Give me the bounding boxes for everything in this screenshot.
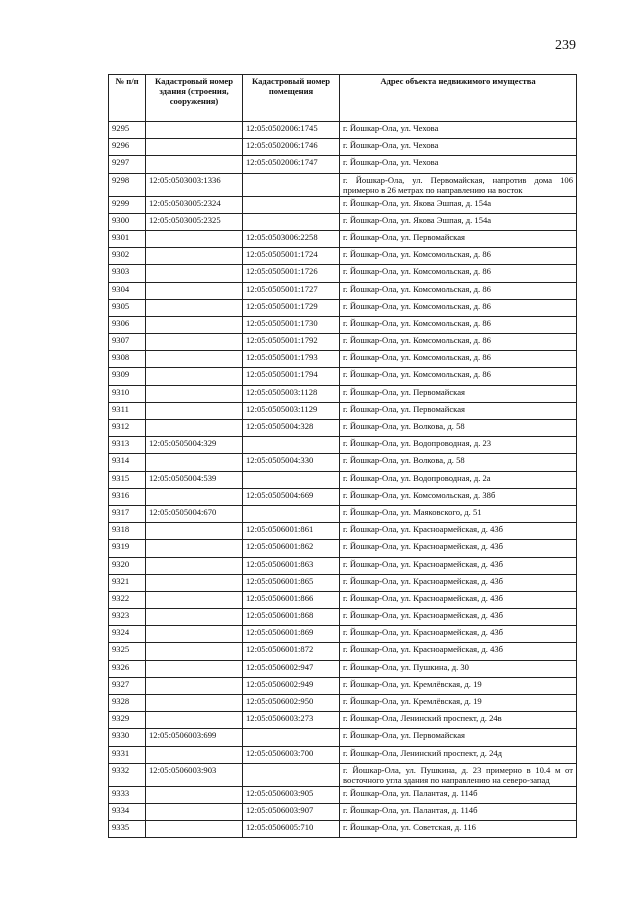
premises-cadastral-number: 12:05:0506002:949 (243, 677, 340, 694)
row-number: 9326 (109, 660, 146, 677)
row-number: 9316 (109, 488, 146, 505)
table-row (109, 139, 577, 156)
row-number: 9300 (109, 213, 146, 230)
premises-cadastral-number (243, 173, 340, 196)
table-row (109, 454, 577, 471)
premises-cadastral-number: 12:05:0503006:2258 (243, 230, 340, 247)
premises-cadastral-number: 12:05:0506003:273 (243, 712, 340, 729)
row-number: 9333 (109, 786, 146, 803)
building-cadastral-number (146, 139, 243, 156)
row-number: 9318 (109, 523, 146, 540)
building-cadastral-number (146, 265, 243, 282)
table-row (109, 746, 577, 763)
premises-cadastral-number: 12:05:0506001:863 (243, 557, 340, 574)
building-cadastral-number: 12:05:0503003:1336 (146, 173, 243, 196)
row-number: 9324 (109, 626, 146, 643)
address: г. Йошкар-Ола, ул. Комсомольская, д. 86 (340, 299, 577, 316)
table-row (109, 173, 577, 196)
premises-cadastral-number: 12:05:0506003:907 (243, 803, 340, 820)
row-number: 9323 (109, 609, 146, 626)
building-cadastral-number (146, 368, 243, 385)
premises-cadastral-number (243, 763, 340, 786)
table-row (109, 402, 577, 419)
address: г. Йошкар-Ола, ул. Красноармейская, д. 43б (340, 557, 577, 574)
table-row (109, 574, 577, 591)
address: г. Йошкар-Ола, Ленинский проспект, д. 24в (340, 712, 577, 729)
address: г. Йошкар-Ола, ул. Палантая, д. 114б (340, 786, 577, 803)
building-cadastral-number (146, 334, 243, 351)
row-number: 9315 (109, 471, 146, 488)
table-row (109, 591, 577, 608)
premises-cadastral-number: 12:05:0506002:947 (243, 660, 340, 677)
building-cadastral-number: 12:05:0505004:329 (146, 437, 243, 454)
row-number: 9307 (109, 334, 146, 351)
premises-cadastral-number (243, 213, 340, 230)
row-number: 9296 (109, 139, 146, 156)
address: г. Йошкар-Ола, ул. Советская, д. 116 (340, 821, 577, 838)
premises-cadastral-number: 12:05:0505004:669 (243, 488, 340, 505)
row-number: 9308 (109, 351, 146, 368)
table-row (109, 677, 577, 694)
header-premises-cadastral: Кадастровый номер помещения (243, 75, 340, 122)
address: г. Йошкар-Ола, ул. Волкова, д. 58 (340, 420, 577, 437)
row-number: 9297 (109, 156, 146, 173)
row-number: 9319 (109, 540, 146, 557)
table-row (109, 523, 577, 540)
address: г. Йошкар-Ола, ул. Водопроводная, д. 2а (340, 471, 577, 488)
row-number: 9298 (109, 173, 146, 196)
table-row (109, 643, 577, 660)
premises-cadastral-number: 12:05:0505001:1724 (243, 248, 340, 265)
premises-cadastral-number: 12:05:0505004:328 (243, 420, 340, 437)
building-cadastral-number (146, 540, 243, 557)
premises-cadastral-number: 12:05:0505001:1794 (243, 368, 340, 385)
premises-cadastral-number: 12:05:0505001:1792 (243, 334, 340, 351)
table-row (109, 660, 577, 677)
building-cadastral-number (146, 122, 243, 139)
building-cadastral-number (146, 351, 243, 368)
address: г. Йошкар-Ола, ул. Маяковского, д. 51 (340, 505, 577, 522)
table-row (109, 351, 577, 368)
address: г. Йошкар-Ола, ул. Красноармейская, д. 43б (340, 523, 577, 540)
row-number: 9321 (109, 574, 146, 591)
address: г. Йошкар-Ола, Ленинский проспект, д. 24д (340, 746, 577, 763)
building-cadastral-number (146, 316, 243, 333)
row-number: 9325 (109, 643, 146, 660)
page-number: 239 (555, 38, 576, 53)
building-cadastral-number: 12:05:0503005:2325 (146, 213, 243, 230)
row-number: 9320 (109, 557, 146, 574)
table-row (109, 712, 577, 729)
address: г. Йошкар-Ола, ул. Комсомольская, д. 86 (340, 248, 577, 265)
table-row (109, 334, 577, 351)
address: г. Йошкар-Ола, ул. Красноармейская, д. 43б (340, 540, 577, 557)
building-cadastral-number: 12:05:0505004:670 (146, 505, 243, 522)
building-cadastral-number (146, 454, 243, 471)
building-cadastral-number (146, 420, 243, 437)
building-cadastral-number (146, 574, 243, 591)
address: г. Йошкар-Ола, ул. Чехова (340, 122, 577, 139)
table-row (109, 265, 577, 282)
address: г. Йошкар-Ола, ул. Чехова (340, 139, 577, 156)
building-cadastral-number (146, 626, 243, 643)
address: г. Йошкар-Ола, ул. Комсомольская, д. 86 (340, 368, 577, 385)
building-cadastral-number (146, 523, 243, 540)
table-row (109, 786, 577, 803)
row-number: 9322 (109, 591, 146, 608)
row-number: 9334 (109, 803, 146, 820)
address: г. Йошкар-Ола, ул. Красноармейская, д. 43б (340, 591, 577, 608)
row-number: 9299 (109, 196, 146, 213)
table-row (109, 385, 577, 402)
building-cadastral-number (146, 803, 243, 820)
row-number: 9302 (109, 248, 146, 265)
table-row (109, 821, 577, 838)
table-row (109, 316, 577, 333)
building-cadastral-number (146, 230, 243, 247)
premises-cadastral-number: 12:05:0505004:330 (243, 454, 340, 471)
row-number: 9311 (109, 402, 146, 419)
address: г. Йошкар-Ола, ул. Комсомольская, д. 86 (340, 351, 577, 368)
address: г. Йошкар-Ола, ул. Комсомольская, д. 86 (340, 282, 577, 299)
address: г. Йошкар-Ола, ул. Пушкина, д. 23 примерно в 10.4 м от восточного угла здания по направлению на северо-запад (340, 763, 577, 786)
building-cadastral-number (146, 402, 243, 419)
row-number: 9328 (109, 695, 146, 712)
row-number: 9327 (109, 677, 146, 694)
premises-cadastral-number (243, 471, 340, 488)
premises-cadastral-number: 12:05:0502006:1745 (243, 122, 340, 139)
table-row (109, 505, 577, 522)
table-row (109, 420, 577, 437)
row-number: 9335 (109, 821, 146, 838)
row-number: 9306 (109, 316, 146, 333)
building-cadastral-number (146, 660, 243, 677)
table-row (109, 122, 577, 139)
building-cadastral-number (146, 299, 243, 316)
building-cadastral-number (146, 591, 243, 608)
row-number: 9301 (109, 230, 146, 247)
premises-cadastral-number: 12:05:0506002:950 (243, 695, 340, 712)
table-row (109, 368, 577, 385)
premises-cadastral-number: 12:05:0505001:1727 (243, 282, 340, 299)
premises-cadastral-number: 12:05:0506001:865 (243, 574, 340, 591)
row-number: 9309 (109, 368, 146, 385)
building-cadastral-number (146, 385, 243, 402)
row-number: 9295 (109, 122, 146, 139)
building-cadastral-number (146, 156, 243, 173)
premises-cadastral-number: 12:05:0506001:869 (243, 626, 340, 643)
premises-cadastral-number: 12:05:0506001:862 (243, 540, 340, 557)
row-number: 9313 (109, 437, 146, 454)
table-row (109, 609, 577, 626)
premises-cadastral-number (243, 437, 340, 454)
row-number: 9314 (109, 454, 146, 471)
table-row (109, 471, 577, 488)
table-row (109, 213, 577, 230)
header-address: Адрес объекта недвижимого имущества (340, 75, 577, 122)
building-cadastral-number (146, 677, 243, 694)
premises-cadastral-number: 12:05:0506005:710 (243, 821, 340, 838)
building-cadastral-number (146, 821, 243, 838)
premises-cadastral-number: 12:05:0502006:1746 (243, 139, 340, 156)
building-cadastral-number (146, 488, 243, 505)
building-cadastral-number: 12:05:0506003:903 (146, 763, 243, 786)
building-cadastral-number: 12:05:0503005:2324 (146, 196, 243, 213)
premises-cadastral-number: 12:05:0505003:1128 (243, 385, 340, 402)
table-row (109, 437, 577, 454)
premises-cadastral-number (243, 196, 340, 213)
building-cadastral-number (146, 609, 243, 626)
address: г. Йошкар-Ола, ул. Комсомольская, д. 38б (340, 488, 577, 505)
address: г. Йошкар-Ола, ул. Красноармейская, д. 43б (340, 626, 577, 643)
premises-cadastral-number: 12:05:0506001:866 (243, 591, 340, 608)
premises-cadastral-number: 12:05:0505001:1729 (243, 299, 340, 316)
building-cadastral-number (146, 712, 243, 729)
premises-cadastral-number (243, 505, 340, 522)
header-number: № п/п (109, 75, 146, 122)
premises-cadastral-number: 12:05:0506003:700 (243, 746, 340, 763)
row-number: 9331 (109, 746, 146, 763)
address: г. Йошкар-Ола, ул. Палантая, д. 114б (340, 803, 577, 820)
row-number: 9332 (109, 763, 146, 786)
table-row (109, 230, 577, 247)
address: г. Йошкар-Ола, ул. Чехова (340, 156, 577, 173)
address: г. Йошкар-Ола, ул. Красноармейская, д. 43б (340, 643, 577, 660)
address: г. Йошкар-Ола, ул. Первомайская (340, 729, 577, 746)
premises-cadastral-number: 12:05:0506001:868 (243, 609, 340, 626)
building-cadastral-number (146, 695, 243, 712)
row-number: 9304 (109, 282, 146, 299)
address: г. Йошкар-Ола, ул. Красноармейская, д. 43б (340, 574, 577, 591)
address: г. Йошкар-Ола, ул. Пушкина, д. 30 (340, 660, 577, 677)
table-header-row (109, 75, 577, 122)
table-row (109, 282, 577, 299)
table-row (109, 695, 577, 712)
table-row (109, 299, 577, 316)
register-table (108, 74, 577, 838)
premises-cadastral-number: 12:05:0505003:1129 (243, 402, 340, 419)
address: г. Йошкар-Ола, ул. Первомайская (340, 385, 577, 402)
table-row (109, 803, 577, 820)
address: г. Йошкар-Ола, ул. Якова Эшпая, д. 154а (340, 213, 577, 230)
premises-cadastral-number: 12:05:0506003:905 (243, 786, 340, 803)
building-cadastral-number (146, 786, 243, 803)
row-number: 9303 (109, 265, 146, 282)
row-number: 9317 (109, 505, 146, 522)
building-cadastral-number (146, 643, 243, 660)
building-cadastral-number: 12:05:0505004:539 (146, 471, 243, 488)
header-building-cadastral: Кадастровый номер здания (строения, сооружения) (146, 75, 243, 122)
table-row (109, 540, 577, 557)
premises-cadastral-number: 12:05:0505001:1793 (243, 351, 340, 368)
table-row (109, 763, 577, 786)
table-row (109, 729, 577, 746)
address: г. Йошкар-Ола, ул. Кремлёвская, д. 19 (340, 695, 577, 712)
row-number: 9329 (109, 712, 146, 729)
table-row (109, 156, 577, 173)
building-cadastral-number: 12:05:0506003:699 (146, 729, 243, 746)
address: г. Йошкар-Ола, ул. Первомайская (340, 230, 577, 247)
address: г. Йошкар-Ола, ул. Волкова, д. 58 (340, 454, 577, 471)
premises-cadastral-number: 12:05:0505001:1726 (243, 265, 340, 282)
premises-cadastral-number: 12:05:0506001:861 (243, 523, 340, 540)
premises-cadastral-number: 12:05:0502006:1747 (243, 156, 340, 173)
row-number: 9330 (109, 729, 146, 746)
table-row (109, 626, 577, 643)
row-number: 9310 (109, 385, 146, 402)
address: г. Йошкар-Ола, ул. Якова Эшпая, д. 154а (340, 196, 577, 213)
address: г. Йошкар-Ола, ул. Комсомольская, д. 86 (340, 265, 577, 282)
table-row (109, 557, 577, 574)
table-row (109, 196, 577, 213)
premises-cadastral-number: 12:05:0505001:1730 (243, 316, 340, 333)
premises-cadastral-number (243, 729, 340, 746)
address: г. Йошкар-Ола, ул. Красноармейская, д. 43б (340, 609, 577, 626)
address: г. Йошкар-Ола, ул. Первомайская, напротив дома 106 примерно в 26 метрах по направлению на восток (340, 173, 577, 196)
premises-cadastral-number: 12:05:0506001:872 (243, 643, 340, 660)
building-cadastral-number (146, 248, 243, 265)
building-cadastral-number (146, 557, 243, 574)
table-row (109, 488, 577, 505)
table-row (109, 248, 577, 265)
address: г. Йошкар-Ола, ул. Водопроводная, д. 23 (340, 437, 577, 454)
address: г. Йошкар-Ола, ул. Кремлёвская, д. 19 (340, 677, 577, 694)
address: г. Йошкар-Ола, ул. Комсомольская, д. 86 (340, 316, 577, 333)
address: г. Йошкар-Ола, ул. Первомайская (340, 402, 577, 419)
address: г. Йошкар-Ола, ул. Комсомольская, д. 86 (340, 334, 577, 351)
row-number: 9305 (109, 299, 146, 316)
building-cadastral-number (146, 282, 243, 299)
row-number: 9312 (109, 420, 146, 437)
building-cadastral-number (146, 746, 243, 763)
